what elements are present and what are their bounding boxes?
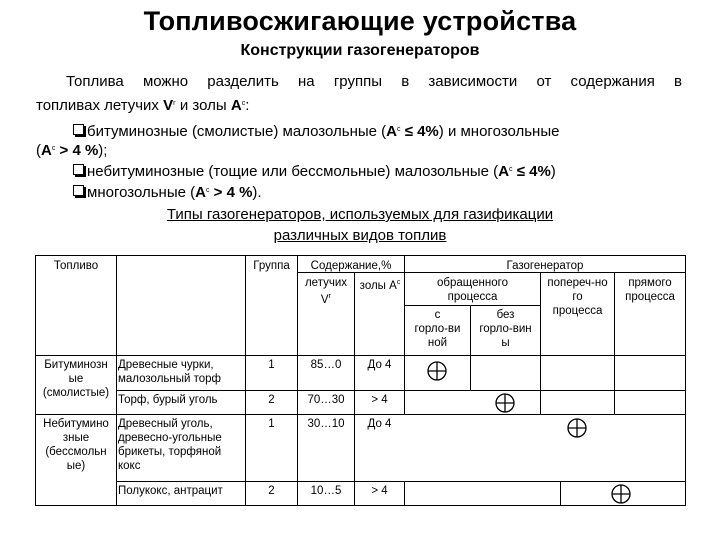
group-nonbit-2: зные: [62, 432, 90, 444]
header-cross-text-2: го: [572, 291, 583, 303]
intro-text-2: и золы: [179, 97, 227, 114]
cell-group: 1: [268, 418, 275, 430]
cell-group: 1: [268, 359, 275, 371]
ash-symbol: A: [498, 163, 510, 180]
header-with-throat-2: горло-ви: [414, 323, 461, 335]
header-with-throat-1: с: [434, 309, 441, 321]
ash-sup: с: [241, 100, 246, 107]
cell-fuel-line: малозольный торф: [118, 373, 222, 385]
cell-volatile: 85…0: [310, 359, 342, 371]
ash-symbol: A: [41, 142, 52, 159]
bullet-2-value: ≤ 4%: [516, 163, 551, 180]
cell-fuel-line: брикеты, торфяной: [118, 446, 222, 458]
header-ash-text: золы: [359, 280, 386, 292]
circle-plus-icon: [496, 394, 514, 412]
group-nonbit-1: Небитумино: [43, 418, 109, 430]
header-volatile-text: летучих: [304, 277, 348, 289]
header-cross-text-1: попереч-но: [547, 277, 608, 289]
circle-plus-icon: [428, 362, 446, 380]
header-with-throat-3: ной: [427, 337, 448, 349]
bullet-1-text-2: ) и многозольные: [438, 123, 560, 140]
ash-sup: с: [51, 145, 56, 152]
cell-volatile: 30…10: [307, 418, 345, 430]
cell-fuel-line: кокс: [118, 460, 141, 472]
ash-sup: с: [397, 126, 401, 133]
header-volatile-sup: г: [328, 293, 332, 300]
header-reverse-text-1: обращенного: [437, 277, 508, 289]
group-bit-3: (смолистые): [42, 387, 110, 399]
cell-fuel: Торф, бурый уголь: [118, 394, 218, 406]
bullet-1-value-2: > 4 %: [59, 142, 99, 159]
header-volatile-symbol: V: [320, 294, 329, 306]
cell-fuel-line: Древесные чурки,: [118, 359, 214, 371]
cell-ash: До 4: [367, 359, 392, 371]
cell-ash: > 4: [371, 394, 388, 406]
ash-symbol: А: [230, 97, 242, 114]
group-bit-2: ые: [68, 373, 84, 385]
intro-line-1: Топлива можно разделить на группы в зависимости от содержания в: [66, 73, 682, 90]
intro-colon: :: [245, 97, 250, 114]
cell-fuel-line: древесно-угольные: [118, 432, 222, 444]
cell-volatile: 70…30: [307, 394, 345, 406]
header-no-throat-1: без: [496, 309, 515, 321]
group-nonbit-4: ые): [66, 460, 86, 472]
bullet-2-end: ): [550, 163, 556, 180]
bullet-3-end: ).: [252, 184, 262, 201]
table-caption-line-2: различных видов топлив: [273, 227, 447, 244]
ash-sup: с: [205, 187, 210, 194]
group-bit-1: Битуминозн: [44, 359, 108, 371]
header-no-throat-2: горло-вин: [479, 323, 532, 335]
header-ash-sup: с: [396, 279, 401, 286]
circle-plus-icon: [568, 419, 586, 437]
bullet-1-paren: (: [36, 142, 41, 159]
header-content: Содержание,%: [310, 260, 392, 272]
page-title: Топливосжигающие устройства: [143, 6, 577, 36]
header-fuel-text: Топливо: [53, 260, 99, 272]
volatile-symbol: V: [163, 97, 174, 114]
bullet-3-text: многозольные (: [87, 184, 196, 201]
cell-group: 2: [268, 485, 275, 497]
volatile-sup: г: [173, 100, 176, 107]
bullet-3-value: > 4 %: [213, 184, 253, 201]
intro-text: топливах летучих: [36, 97, 159, 114]
bullet-1-value: ≤ 4%: [404, 123, 439, 140]
header-ash-symbol: А: [389, 280, 397, 292]
cell-volatile: 10…5: [310, 485, 342, 497]
header-no-throat-3: ы: [501, 337, 510, 349]
table-caption-line-1: Типы газогенераторов, используемых для газификации: [166, 206, 554, 223]
bullet-1-text: битуминозные (смолистые) малозольные (: [87, 123, 387, 140]
cell-ash: До 4: [367, 418, 392, 430]
circle-plus-icon: [612, 485, 630, 503]
bullet-1-end: );: [98, 142, 108, 159]
ash-symbol: A: [386, 123, 398, 140]
header-direct-text-2: процесса: [625, 291, 675, 303]
ash-symbol: A: [195, 184, 206, 201]
page-subtitle: Конструкции газогенераторов: [240, 42, 480, 59]
cell-fuel: Полукокс, антрацит: [118, 485, 223, 497]
header-direct-text-1: прямого: [628, 277, 672, 289]
header-group: Группа: [253, 260, 290, 272]
header-reverse-text-2: процесса: [447, 291, 498, 303]
bullet-2-text: небитуминозные (тощие или бессмольные) малозольные (: [87, 163, 499, 180]
cell-fuel-line: Древесный уголь,: [118, 418, 213, 430]
group-nonbit-3: (бессмольн: [45, 446, 107, 458]
cell-group: 2: [268, 394, 275, 406]
cell-ash: > 4: [371, 485, 388, 497]
header-gasifier: Газогенератор: [506, 260, 584, 272]
header-cross-text-3: процесса: [552, 305, 603, 317]
ash-sup: с: [509, 166, 513, 173]
